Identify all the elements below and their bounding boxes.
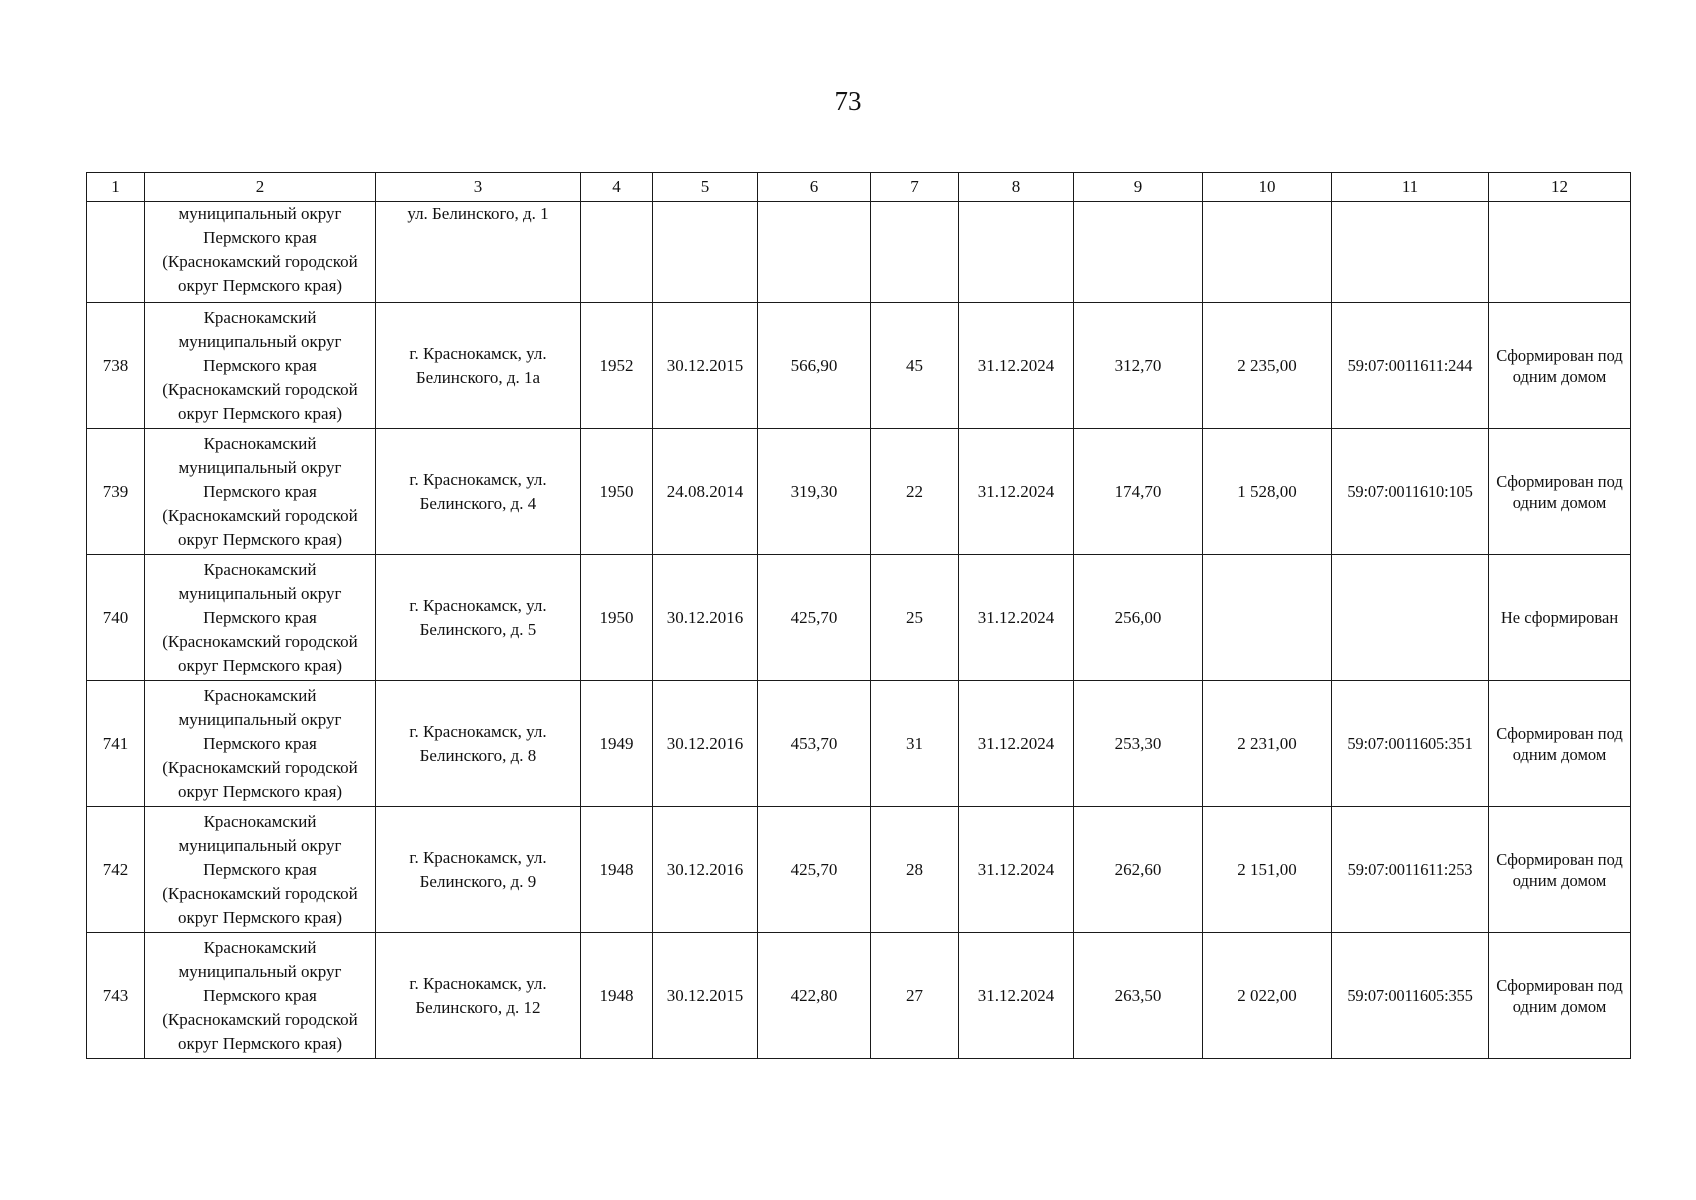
table-row [87, 933, 1631, 1059]
owner-cell: Краснокамский муниципальный округ Пермского края (Краснокамский городской округ Пермского края) [145, 555, 376, 681]
land-area-cell: 2 151,00 [1203, 807, 1332, 933]
count-cell: 25 [871, 555, 959, 681]
date-cell [653, 202, 758, 303]
value-cell: 262,60 [1074, 807, 1203, 933]
deadline-cell [959, 202, 1074, 303]
land-area-cell [1203, 555, 1332, 681]
land-area-cell: 2 231,00 [1203, 681, 1332, 807]
count-cell: 28 [871, 807, 959, 933]
area-cell: 422,80 [758, 933, 871, 1059]
column-number: 3 [376, 173, 581, 202]
cadastral-number-cell: 59:07:0011605:351 [1332, 681, 1489, 807]
year-cell [581, 202, 653, 303]
page-number: 73 [834, 86, 862, 116]
owner-cell: муниципальный округ Пермского края (Краснокамский городской округ Пермского края) [145, 202, 376, 303]
value-cell: 253,30 [1074, 681, 1203, 807]
land-area-cell: 2 235,00 [1203, 303, 1332, 429]
column-number: 12 [1489, 173, 1631, 202]
count-cell: 27 [871, 933, 959, 1059]
status-cell: Сформирован под одним домом [1489, 681, 1631, 807]
deadline-cell: 31.12.2024 [959, 681, 1074, 807]
owner-cell: Краснокамский муниципальный округ Пермского края (Краснокамский городской округ Пермского края) [145, 681, 376, 807]
date-cell: 30.12.2015 [653, 303, 758, 429]
address-cell: г. Краснокамск, ул. Белинского, д. 8 [376, 681, 581, 807]
owner-cell: Краснокамский муниципальный округ Пермского края (Краснокамский городской округ Пермского края) [145, 303, 376, 429]
year-cell: 1948 [581, 807, 653, 933]
year-cell: 1952 [581, 303, 653, 429]
count-cell: 22 [871, 429, 959, 555]
address-cell: г. Краснокамск, ул. Белинского, д. 1а [376, 303, 581, 429]
value-cell: 263,50 [1074, 933, 1203, 1059]
address-cell: ул. Белинского, д. 1 [376, 202, 581, 303]
table-row [87, 429, 1631, 555]
count-cell [871, 202, 959, 303]
cadastral-number-cell: 59:07:0011610:105 [1332, 429, 1489, 555]
area-cell: 319,30 [758, 429, 871, 555]
date-cell: 30.12.2016 [653, 681, 758, 807]
row-number-cell: 743 [87, 933, 145, 1059]
status-cell [1489, 202, 1631, 303]
column-number: 7 [871, 173, 959, 202]
land-area-cell: 1 528,00 [1203, 429, 1332, 555]
owner-cell: Краснокамский муниципальный округ Пермского края (Краснокамский городской округ Пермского края) [145, 807, 376, 933]
row-number-cell: 739 [87, 429, 145, 555]
address-cell: г. Краснокамск, ул. Белинского, д. 9 [376, 807, 581, 933]
date-cell: 24.08.2014 [653, 429, 758, 555]
date-cell: 30.12.2016 [653, 807, 758, 933]
year-cell: 1950 [581, 555, 653, 681]
column-number: 9 [1074, 173, 1203, 202]
deadline-cell: 31.12.2024 [959, 807, 1074, 933]
value-cell: 174,70 [1074, 429, 1203, 555]
status-cell: Сформирован под одним домом [1489, 933, 1631, 1059]
column-number: 11 [1332, 173, 1489, 202]
address-cell: г. Краснокамск, ул. Белинского, д. 5 [376, 555, 581, 681]
status-cell: Не сформирован [1489, 555, 1631, 681]
row-number-cell: 738 [87, 303, 145, 429]
cadastral-number-cell: 59:07:0011611:244 [1332, 303, 1489, 429]
value-cell [1074, 202, 1203, 303]
table-row [87, 555, 1631, 681]
deadline-cell: 31.12.2024 [959, 933, 1074, 1059]
land-area-cell [1203, 202, 1332, 303]
year-cell: 1950 [581, 429, 653, 555]
column-number: 4 [581, 173, 653, 202]
table-row [87, 202, 1631, 303]
count-cell: 45 [871, 303, 959, 429]
cadastral-number-cell [1332, 555, 1489, 681]
table-row [87, 303, 1631, 429]
table-row [87, 807, 1631, 933]
owner-cell: Краснокамский муниципальный округ Пермского края (Краснокамский городской округ Пермского края) [145, 933, 376, 1059]
status-cell: Сформирован под одним домом [1489, 429, 1631, 555]
housing-registry-table [86, 172, 1631, 1059]
row-number-cell: 740 [87, 555, 145, 681]
area-cell: 425,70 [758, 807, 871, 933]
deadline-cell: 31.12.2024 [959, 555, 1074, 681]
area-cell: 566,90 [758, 303, 871, 429]
row-number-cell: 741 [87, 681, 145, 807]
column-number: 6 [758, 173, 871, 202]
table-row [87, 681, 1631, 807]
value-cell: 256,00 [1074, 555, 1203, 681]
date-cell: 30.12.2016 [653, 555, 758, 681]
address-cell: г. Краснокамск, ул. Белинского, д. 4 [376, 429, 581, 555]
column-number-row [87, 173, 1631, 202]
date-cell: 30.12.2015 [653, 933, 758, 1059]
status-cell: Сформирован под одним домом [1489, 303, 1631, 429]
column-number: 1 [87, 173, 145, 202]
owner-cell: Краснокамский муниципальный округ Пермского края (Краснокамский городской округ Пермского края) [145, 429, 376, 555]
column-number: 8 [959, 173, 1074, 202]
column-number: 2 [145, 173, 376, 202]
deadline-cell: 31.12.2024 [959, 303, 1074, 429]
column-number: 5 [653, 173, 758, 202]
status-cell: Сформирован под одним домом [1489, 807, 1631, 933]
deadline-cell: 31.12.2024 [959, 429, 1074, 555]
count-cell: 31 [871, 681, 959, 807]
cadastral-number-cell: 59:07:0011611:253 [1332, 807, 1489, 933]
value-cell: 312,70 [1074, 303, 1203, 429]
column-number: 10 [1203, 173, 1332, 202]
area-cell: 425,70 [758, 555, 871, 681]
area-cell [758, 202, 871, 303]
land-area-cell: 2 022,00 [1203, 933, 1332, 1059]
cadastral-number-cell [1332, 202, 1489, 303]
year-cell: 1949 [581, 681, 653, 807]
area-cell: 453,70 [758, 681, 871, 807]
year-cell: 1948 [581, 933, 653, 1059]
row-number-cell: 742 [87, 807, 145, 933]
row-number-cell [87, 202, 145, 303]
cadastral-number-cell: 59:07:0011605:355 [1332, 933, 1489, 1059]
address-cell: г. Краснокамск, ул. Белинского, д. 12 [376, 933, 581, 1059]
